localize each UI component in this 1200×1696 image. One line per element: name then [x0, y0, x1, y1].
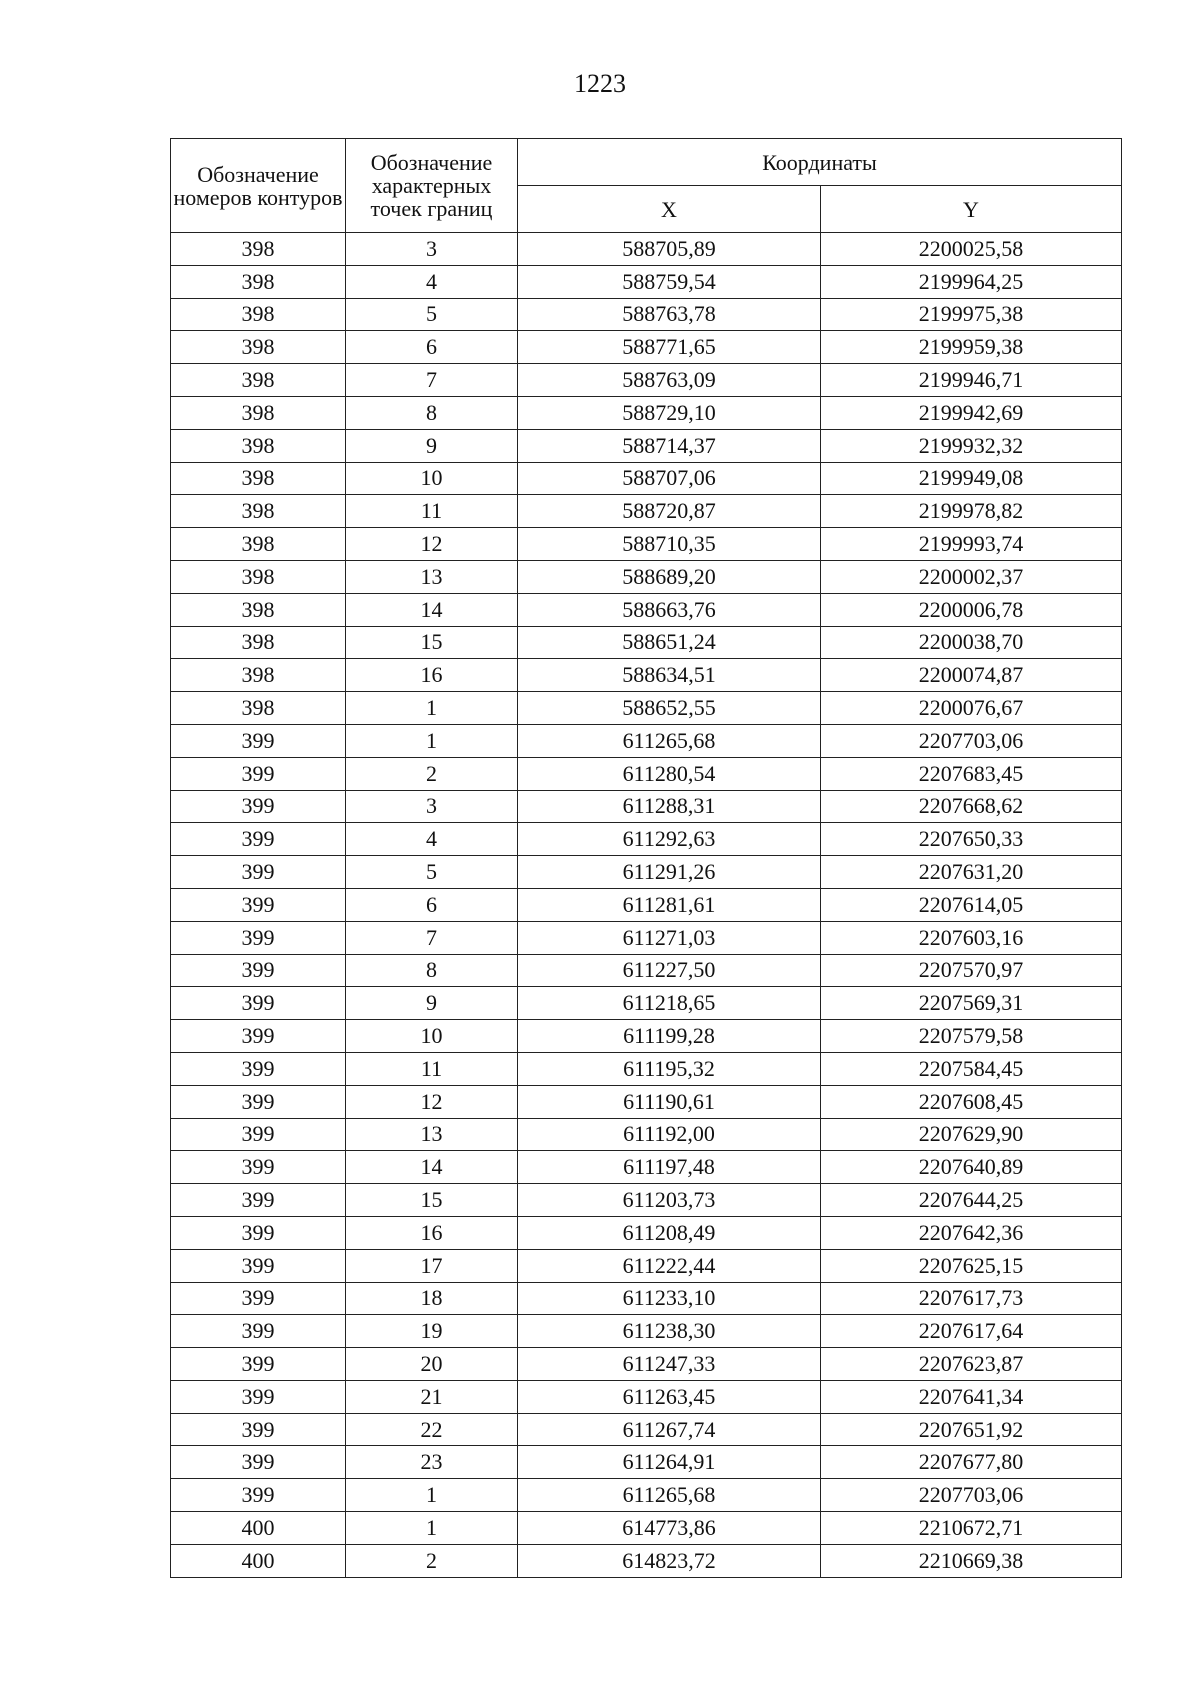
- cell-point-number: 3: [346, 233, 518, 266]
- table-row: [171, 1184, 1122, 1217]
- cell-point-number: 10: [346, 1020, 518, 1053]
- header-contour-numbers: Обозначение номеров контуров: [171, 139, 346, 233]
- cell-point-number: 17: [346, 1249, 518, 1282]
- cell-point-number: 11: [346, 1052, 518, 1085]
- cell-contour-number: 399: [171, 1413, 346, 1446]
- table-row: [171, 1020, 1122, 1053]
- table-row: [171, 1118, 1122, 1151]
- table-row: [171, 1348, 1122, 1381]
- table-row: [171, 921, 1122, 954]
- cell-y-coordinate: 2200074,87: [821, 659, 1122, 692]
- cell-point-number: 18: [346, 1282, 518, 1315]
- cell-x-coordinate: 611190,61: [518, 1085, 821, 1118]
- cell-point-number: 10: [346, 462, 518, 495]
- cell-point-number: 12: [346, 1085, 518, 1118]
- cell-contour-number: 398: [171, 495, 346, 528]
- cell-contour-number: 399: [171, 1249, 346, 1282]
- cell-x-coordinate: 614823,72: [518, 1544, 821, 1577]
- table-row: [171, 233, 1122, 266]
- cell-contour-number: 399: [171, 1118, 346, 1151]
- cell-x-coordinate: 588689,20: [518, 560, 821, 593]
- cell-contour-number: 398: [171, 396, 346, 429]
- cell-contour-number: 399: [171, 1085, 346, 1118]
- cell-y-coordinate: 2207623,87: [821, 1348, 1122, 1381]
- cell-contour-number: 398: [171, 331, 346, 364]
- cell-contour-number: 399: [171, 987, 346, 1020]
- cell-contour-number: 399: [171, 823, 346, 856]
- cell-y-coordinate: 2199942,69: [821, 396, 1122, 429]
- cell-y-coordinate: 2207703,06: [821, 724, 1122, 757]
- cell-y-coordinate: 2207668,62: [821, 790, 1122, 823]
- cell-x-coordinate: 588705,89: [518, 233, 821, 266]
- table-body: [171, 233, 1122, 1578]
- table-row: [171, 593, 1122, 626]
- cell-point-number: 14: [346, 1151, 518, 1184]
- cell-point-number: 7: [346, 921, 518, 954]
- cell-x-coordinate: 588771,65: [518, 331, 821, 364]
- cell-x-coordinate: 611267,74: [518, 1413, 821, 1446]
- table-row: [171, 528, 1122, 561]
- cell-point-number: 4: [346, 265, 518, 298]
- table-row: [171, 823, 1122, 856]
- cell-x-coordinate: 611281,61: [518, 888, 821, 921]
- cell-point-number: 4: [346, 823, 518, 856]
- cell-contour-number: 399: [171, 856, 346, 889]
- cell-contour-number: 398: [171, 528, 346, 561]
- table-row: [171, 692, 1122, 725]
- cell-x-coordinate: 611195,32: [518, 1052, 821, 1085]
- cell-y-coordinate: 2199946,71: [821, 364, 1122, 397]
- cell-point-number: 1: [346, 724, 518, 757]
- cell-x-coordinate: 588634,51: [518, 659, 821, 692]
- cell-contour-number: 399: [171, 1380, 346, 1413]
- table-row: [171, 331, 1122, 364]
- cell-point-number: 8: [346, 954, 518, 987]
- cell-y-coordinate: 2207631,20: [821, 856, 1122, 889]
- cell-contour-number: 398: [171, 364, 346, 397]
- header-x: X: [518, 186, 821, 233]
- cell-y-coordinate: 2207650,33: [821, 823, 1122, 856]
- cell-x-coordinate: 611192,00: [518, 1118, 821, 1151]
- cell-y-coordinate: 2200025,58: [821, 233, 1122, 266]
- table-row: [171, 856, 1122, 889]
- cell-contour-number: 398: [171, 560, 346, 593]
- cell-y-coordinate: 2207642,36: [821, 1216, 1122, 1249]
- cell-point-number: 6: [346, 888, 518, 921]
- cell-y-coordinate: 2207579,58: [821, 1020, 1122, 1053]
- cell-x-coordinate: 611233,10: [518, 1282, 821, 1315]
- cell-x-coordinate: 588763,78: [518, 298, 821, 331]
- cell-y-coordinate: 2200006,78: [821, 593, 1122, 626]
- cell-y-coordinate: 2207617,73: [821, 1282, 1122, 1315]
- table-row: [171, 1282, 1122, 1315]
- cell-y-coordinate: 2199959,38: [821, 331, 1122, 364]
- table-row: [171, 1249, 1122, 1282]
- cell-point-number: 15: [346, 626, 518, 659]
- cell-y-coordinate: 2199932,32: [821, 429, 1122, 462]
- cell-x-coordinate: 614773,86: [518, 1512, 821, 1545]
- table-row: [171, 790, 1122, 823]
- cell-point-number: 22: [346, 1413, 518, 1446]
- cell-y-coordinate: 2207603,16: [821, 921, 1122, 954]
- cell-point-number: 11: [346, 495, 518, 528]
- cell-x-coordinate: 611199,28: [518, 1020, 821, 1053]
- cell-x-coordinate: 588714,37: [518, 429, 821, 462]
- header-y: Y: [821, 186, 1122, 233]
- cell-point-number: 1: [346, 692, 518, 725]
- cell-y-coordinate: 2207651,92: [821, 1413, 1122, 1446]
- cell-y-coordinate: 2207614,05: [821, 888, 1122, 921]
- cell-point-number: 23: [346, 1446, 518, 1479]
- cell-x-coordinate: 611292,63: [518, 823, 821, 856]
- cell-y-coordinate: 2207677,80: [821, 1446, 1122, 1479]
- cell-y-coordinate: 2207644,25: [821, 1184, 1122, 1217]
- cell-point-number: 5: [346, 298, 518, 331]
- cell-x-coordinate: 611288,31: [518, 790, 821, 823]
- cell-y-coordinate: 2207640,89: [821, 1151, 1122, 1184]
- cell-x-coordinate: 611208,49: [518, 1216, 821, 1249]
- cell-contour-number: 399: [171, 1446, 346, 1479]
- table-row: [171, 626, 1122, 659]
- cell-x-coordinate: 611265,68: [518, 1479, 821, 1512]
- cell-point-number: 8: [346, 396, 518, 429]
- cell-contour-number: 399: [171, 888, 346, 921]
- cell-x-coordinate: 611280,54: [518, 757, 821, 790]
- cell-x-coordinate: 588651,24: [518, 626, 821, 659]
- cell-y-coordinate: 2199964,25: [821, 265, 1122, 298]
- cell-contour-number: 398: [171, 233, 346, 266]
- header-boundary-points: Обозначение характерных точек границ: [346, 139, 518, 233]
- table-row: [171, 1380, 1122, 1413]
- cell-x-coordinate: 588710,35: [518, 528, 821, 561]
- table-row: [171, 495, 1122, 528]
- cell-contour-number: 399: [171, 1348, 346, 1381]
- cell-x-coordinate: 611238,30: [518, 1315, 821, 1348]
- cell-y-coordinate: 2207641,34: [821, 1380, 1122, 1413]
- table-row: [171, 1151, 1122, 1184]
- cell-x-coordinate: 588759,54: [518, 265, 821, 298]
- cell-x-coordinate: 588707,06: [518, 462, 821, 495]
- cell-point-number: 7: [346, 364, 518, 397]
- cell-point-number: 3: [346, 790, 518, 823]
- cell-point-number: 14: [346, 593, 518, 626]
- table-row: [171, 1446, 1122, 1479]
- table-row: [171, 1413, 1122, 1446]
- cell-contour-number: 398: [171, 265, 346, 298]
- cell-y-coordinate: 2200002,37: [821, 560, 1122, 593]
- cell-y-coordinate: 2207569,31: [821, 987, 1122, 1020]
- cell-point-number: 6: [346, 331, 518, 364]
- cell-y-coordinate: 2210672,71: [821, 1512, 1122, 1545]
- cell-contour-number: 399: [171, 954, 346, 987]
- cell-x-coordinate: 611218,65: [518, 987, 821, 1020]
- table-row: [171, 429, 1122, 462]
- table-row: [171, 1315, 1122, 1348]
- table-row: [171, 265, 1122, 298]
- table-row: [171, 298, 1122, 331]
- cell-y-coordinate: 2199949,08: [821, 462, 1122, 495]
- cell-y-coordinate: 2199978,82: [821, 495, 1122, 528]
- table-row: [171, 1512, 1122, 1545]
- cell-x-coordinate: 588720,87: [518, 495, 821, 528]
- table-header: [171, 139, 1122, 233]
- coordinates-table: [170, 138, 1122, 1578]
- cell-point-number: 13: [346, 1118, 518, 1151]
- cell-contour-number: 399: [171, 757, 346, 790]
- cell-contour-number: 399: [171, 1282, 346, 1315]
- cell-contour-number: 400: [171, 1512, 346, 1545]
- cell-y-coordinate: 2207617,64: [821, 1315, 1122, 1348]
- cell-x-coordinate: 611197,48: [518, 1151, 821, 1184]
- cell-contour-number: 399: [171, 1315, 346, 1348]
- cell-y-coordinate: 2207683,45: [821, 757, 1122, 790]
- cell-point-number: 21: [346, 1380, 518, 1413]
- table-row: [171, 560, 1122, 593]
- cell-contour-number: 399: [171, 921, 346, 954]
- cell-contour-number: 400: [171, 1544, 346, 1577]
- cell-y-coordinate: 2200038,70: [821, 626, 1122, 659]
- cell-x-coordinate: 611203,73: [518, 1184, 821, 1217]
- cell-y-coordinate: 2199993,74: [821, 528, 1122, 561]
- table-row: [171, 462, 1122, 495]
- cell-y-coordinate: 2207608,45: [821, 1085, 1122, 1118]
- table-row: [171, 1479, 1122, 1512]
- cell-point-number: 9: [346, 987, 518, 1020]
- cell-contour-number: 398: [171, 462, 346, 495]
- cell-y-coordinate: 2207703,06: [821, 1479, 1122, 1512]
- table-row: [171, 987, 1122, 1020]
- cell-contour-number: 399: [171, 1184, 346, 1217]
- table-row: [171, 1085, 1122, 1118]
- cell-x-coordinate: 611247,33: [518, 1348, 821, 1381]
- cell-x-coordinate: 611271,03: [518, 921, 821, 954]
- cell-point-number: 1: [346, 1479, 518, 1512]
- table-row: [171, 1544, 1122, 1577]
- table-row: [171, 364, 1122, 397]
- page-number: 1223: [574, 69, 626, 98]
- cell-x-coordinate: 611291,26: [518, 856, 821, 889]
- cell-y-coordinate: 2207625,15: [821, 1249, 1122, 1282]
- cell-contour-number: 398: [171, 626, 346, 659]
- cell-point-number: 5: [346, 856, 518, 889]
- cell-point-number: 1: [346, 1512, 518, 1545]
- cell-point-number: 20: [346, 1348, 518, 1381]
- table-row: [171, 954, 1122, 987]
- table-row: [171, 724, 1122, 757]
- cell-contour-number: 398: [171, 593, 346, 626]
- table-row: [171, 659, 1122, 692]
- cell-contour-number: 399: [171, 790, 346, 823]
- cell-point-number: 16: [346, 1216, 518, 1249]
- cell-y-coordinate: 2199975,38: [821, 298, 1122, 331]
- cell-contour-number: 398: [171, 429, 346, 462]
- cell-point-number: 12: [346, 528, 518, 561]
- cell-contour-number: 399: [171, 1216, 346, 1249]
- cell-point-number: 16: [346, 659, 518, 692]
- cell-y-coordinate: 2200076,67: [821, 692, 1122, 725]
- table-row: [171, 1052, 1122, 1085]
- cell-point-number: 19: [346, 1315, 518, 1348]
- cell-contour-number: 398: [171, 298, 346, 331]
- table-row: [171, 396, 1122, 429]
- cell-contour-number: 399: [171, 1151, 346, 1184]
- cell-point-number: 2: [346, 1544, 518, 1577]
- table-row: [171, 888, 1122, 921]
- cell-point-number: 13: [346, 560, 518, 593]
- table-row: [171, 757, 1122, 790]
- cell-contour-number: 398: [171, 692, 346, 725]
- cell-y-coordinate: 2207584,45: [821, 1052, 1122, 1085]
- table-row: [171, 1216, 1122, 1249]
- cell-point-number: 9: [346, 429, 518, 462]
- cell-x-coordinate: 611265,68: [518, 724, 821, 757]
- cell-point-number: 2: [346, 757, 518, 790]
- cell-x-coordinate: 611222,44: [518, 1249, 821, 1282]
- cell-contour-number: 399: [171, 1052, 346, 1085]
- cell-contour-number: 399: [171, 1020, 346, 1053]
- cell-contour-number: 398: [171, 659, 346, 692]
- header-coordinates: Координаты: [518, 139, 1122, 186]
- cell-x-coordinate: 588663,76: [518, 593, 821, 626]
- cell-y-coordinate: 2210669,38: [821, 1544, 1122, 1577]
- cell-x-coordinate: 588763,09: [518, 364, 821, 397]
- cell-x-coordinate: 611264,91: [518, 1446, 821, 1479]
- cell-x-coordinate: 611263,45: [518, 1380, 821, 1413]
- cell-point-number: 15: [346, 1184, 518, 1217]
- cell-y-coordinate: 2207570,97: [821, 954, 1122, 987]
- cell-contour-number: 399: [171, 724, 346, 757]
- cell-y-coordinate: 2207629,90: [821, 1118, 1122, 1151]
- cell-x-coordinate: 588652,55: [518, 692, 821, 725]
- cell-x-coordinate: 611227,50: [518, 954, 821, 987]
- cell-contour-number: 399: [171, 1479, 346, 1512]
- cell-x-coordinate: 588729,10: [518, 396, 821, 429]
